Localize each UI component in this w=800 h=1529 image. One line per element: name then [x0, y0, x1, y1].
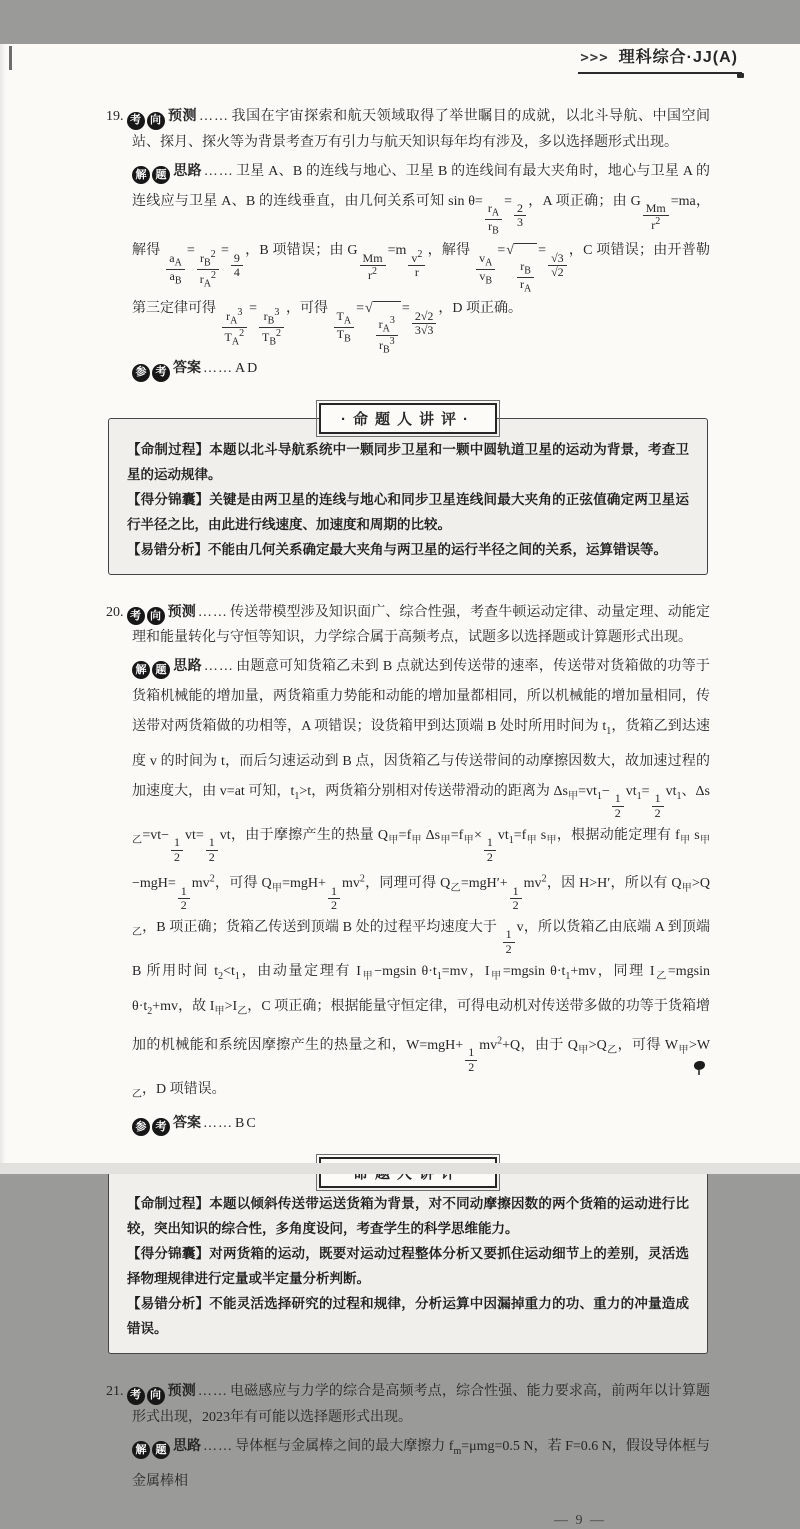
badge-char: 参: [132, 364, 150, 382]
badge-char: 考: [152, 1118, 170, 1136]
review-tips: 【得分锦囊】对两货箱的运动，既要对运动过程整体分析又要抓住运动细节上的差别，灵活选择物理规律进行定量或半定量分析判断。: [127, 1246, 689, 1287]
leader-dots: ……: [197, 604, 228, 620]
leader-dots: ……: [203, 361, 233, 377]
approach-text: 导体框与金属棒之间的最大摩擦力 $f_m=\mu mg=0.5$ N，若 F=0.6 N，假设导体框与金属棒相: [132, 1438, 711, 1489]
approach-text: 卫星 A、B 的连线与地心、卫星 B 的连线间有最大夹角时，地心与卫星 A 的连线应与卫星 A、B 的连线垂直，由几何关系可知 sin θ= $\frac{r_A}{r_B}$ = $\frac{2}{3}$ ，A 项正确；由 G $\frac{Mm}{r^2}$ =ma，解得 $\frac{a_A}{a_B}$ = $\frac{r_B^2}{r_A^2}$ = $\frac{9}{4}$ ，B 项错误；由 G $\frac{Mm}{r^2}$ =m $\frac{v^2}{r}$ ，解得 $\frac{v_A}{v_B}$ = √ $\frac{r_B}{r_A}$ = $\frac{√3}{√2}$ ，C 项错误；由开普勒第三定律可得 $\frac{r_A^3}{T_A^2}$ = $\frac{r_B^3}{T_B^2}$ ，可得 $\frac{T_A}{T_B}$ = √ $\frac{r_A^3}{r_B^3}$ = $\frac{2√2}{3√3}$ ，D 项正确。: [132, 163, 711, 355]
forecast-label: 预测: [167, 107, 198, 123]
q20-answer-paragraph: [132, 1110, 710, 1137]
q19-reviewer-box: [108, 410, 708, 575]
badge-char: 向: [147, 1387, 165, 1405]
approach-text: 由题意可知货箱乙未到 B 点就达到传送带的速率，传送带对货箱做的功等于货箱机械能的增加量，两货箱重力势能和动能的增加量都相同，所以机械能的增加量相同，传送带对两货箱做的功相等，A 项错误；设货箱甲到达顶端 B 处时所用时间为 $t_1$，货箱乙到达速度 v 的时间为 t，而后匀速运动到 B 点，因货箱乙与传送带间的动摩擦因数大，故加速过程的加速度大，由 v=at 可知，$t_1>t$，两货箱分别相对传送带滑动的距离为 $\Delta s_甲=vt_1-$ $\frac{1}{2}$ $vt_1=$ $\frac{1}{2}$ $vt_1$、$\Delta s_乙=vt-$ $\frac{1}{2}$ vt= $\frac{1}{2}$ vt，由于摩擦产生的热量 $Q_甲=f_甲$ $\Delta s_甲=f_甲\times$ $\frac{1}{2}$ $vt_1=f_甲$ $s_甲$，根据动能定理有 $f_甲$ $s_甲-mgH=$ $\frac{1}{2}$ $mv^2$，可得 $Q_甲=mgH+$ $\frac{1}{2}$ $mv^2$，同理可得 $Q_乙=mgH'+$ $\frac{1}{2}$ $mv^2$，因 H>H′，所以有 $Q_甲>Q_乙$，B 项正确；货箱乙传送到顶端 B 处的过程平均速度大于 $\frac{1}{2}$ v，所以货箱乙由底端 A 到顶端 B 所用时间 $t_2<t_1$，由动量定理有 $I_甲-mgsin$ $\theta\cdot t_1=mv$，$I_甲=mgsin$ $\theta\cdot t_1+mv$，同理 $I_乙=mgsin$ $\theta\cdot t_2+mv$，故 $I_甲>I_乙$，C 项正确；根据能量守恒定律，可得电动机对传送带多做的功等于货箱增加的机械能和系统因摩擦产生的热量之和，W=mgH+ $\frac{1}{2}$ $mv^2+Q$，由于 $Q_甲>Q_乙$，可得 $W_甲>W_乙$，D 项错误。: [132, 659, 711, 1100]
scanned-document-page: [0, 44, 800, 1528]
badge-char: 向: [147, 112, 165, 130]
forecast-text: 电磁感应与力学的综合是高频考点，综合性强、能力要求高，前两年以计算题形式出现，2023年有可能以选择题形式出现。: [132, 1384, 711, 1425]
badge-char: 参: [132, 1118, 150, 1136]
badge-char: 考: [127, 607, 145, 625]
badge-char: 考: [127, 1387, 145, 1405]
badge-char: 解: [132, 661, 150, 679]
question-21: [106, 1378, 710, 1496]
question-19: [106, 103, 710, 382]
page-title: 理科综合·JJ(A): [618, 49, 738, 66]
scan-bottom-edge: [0, 1163, 800, 1174]
chevrons-icon: >>>: [580, 50, 609, 66]
approach-label: 思路: [173, 657, 202, 674]
question-number: 20.: [106, 604, 124, 620]
leader-dots: ……: [203, 1438, 234, 1454]
kaoxiang-badge: [127, 1387, 165, 1405]
answer-value: AD: [235, 361, 260, 377]
jieti-badge: [132, 1441, 170, 1459]
kaoxiang-badge: [127, 607, 165, 625]
review-process: 【命制过程】本题以倾斜传送带运送货箱为背景，对不同动摩擦因数的两个货箱的运动进行比较，突出知识的综合性，多角度设问，考查学生的科学思维能力。: [127, 1196, 689, 1237]
question-number: 19.: [106, 109, 124, 124]
q19-answer-paragraph: [132, 355, 710, 382]
review-errors: 【易错分析】不能由几何关系确定最大夹角与两卫星的运行半径之间的关系，运算错误等。: [127, 541, 667, 557]
badge-char: 考: [127, 112, 145, 130]
cankao-badge: [132, 1118, 170, 1136]
review-tips: 【得分锦囊】关键是由两卫星的连线与地心和同步卫星连线间最大夹角的正弦值确定两卫星运行半径之比，由此进行线速度、加速度和周期的比较。: [127, 491, 689, 532]
q21-approach-paragraph: [132, 1430, 710, 1497]
q20-approach-paragraph: [132, 650, 710, 1109]
review-process: 【命制过程】本题以北斗导航系统中一颗同步卫星和一颗中圆轨道卫星的运动为背景，考查卫星的运动规律。: [127, 441, 689, 482]
badge-char: 向: [147, 607, 165, 625]
scan-left-shadow: [0, 44, 6, 1174]
badge-char: 解: [132, 166, 150, 184]
forecast-label: 预测: [167, 1382, 196, 1399]
review-errors: 【易错分析】不能灵活选择研究的过程和规律，分析运算中因漏掉重力的功、重力的冲量造成错误。: [127, 1296, 689, 1337]
badge-char: 题: [152, 1441, 170, 1459]
answer-label: 答案: [173, 359, 201, 376]
badge-char: 题: [152, 661, 170, 679]
badge-char: 题: [152, 166, 170, 184]
cankao-badge: [132, 364, 170, 382]
page-number: — 9 —: [554, 1512, 606, 1528]
kaoxiang-badge: [127, 112, 165, 130]
question-20: [106, 599, 710, 1136]
badge-char: 解: [132, 1441, 150, 1459]
q20-forecast-paragraph: [106, 599, 711, 651]
forecast-text: 传送带模型涉及知识面广、综合性强，考查牛顿运动定律、动量定理、动能定理和能量转化与守恒等知识，力学综合属于高频考点，试题多以选择题或计算题形式出现。: [132, 604, 711, 646]
leader-dots: ……: [203, 163, 234, 179]
forecast-text: 我国在宇宙探索和航天领域取得了举世瞩目的成就，以北斗导航、中国空间站、探月、探火等为背景考查万有引力与航天知识每年均有涉及，多以选择题形式出现。: [132, 109, 711, 150]
approach-label: 思路: [173, 1436, 202, 1453]
header-rule: [578, 44, 742, 74]
q20-reviewer-box: [108, 1172, 708, 1354]
q21-forecast-paragraph: [106, 1378, 711, 1430]
jieti-badge: [132, 166, 170, 184]
page-header: [0, 44, 742, 74]
reviewer-box-title: ·命题人讲评·: [319, 403, 497, 434]
scan-edge-mark: [9, 46, 12, 70]
q19-forecast-paragraph: [106, 103, 711, 155]
jieti-badge: [132, 661, 170, 679]
question-number: 21.: [106, 1384, 124, 1400]
forecast-label: 预测: [167, 602, 196, 619]
document-body: [0, 74, 800, 1529]
leader-dots: ……: [199, 109, 230, 124]
q19-approach-paragraph: [132, 155, 710, 356]
leader-dots: ……: [203, 1115, 233, 1131]
answer-label: 答案: [173, 1113, 201, 1130]
approach-label: 思路: [173, 161, 202, 178]
answer-value: BC: [235, 1115, 258, 1131]
leader-dots: ……: [197, 1384, 228, 1400]
badge-char: 考: [152, 364, 170, 382]
leader-dots: ……: [203, 659, 234, 675]
